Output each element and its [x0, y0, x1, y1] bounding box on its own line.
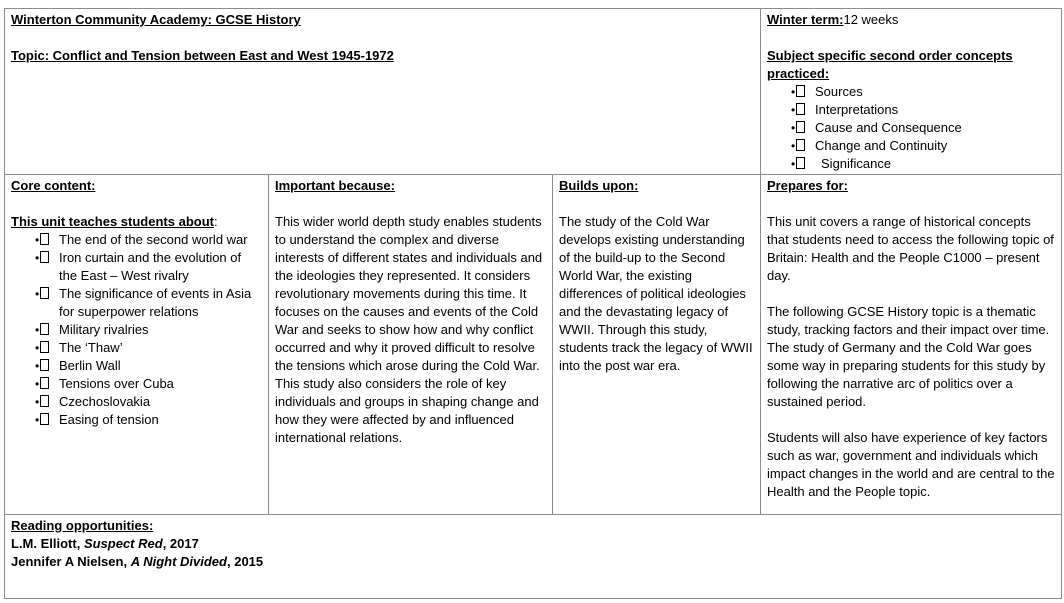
bullet-icon: •: [791, 137, 805, 155]
term-label: Winter term:: [767, 12, 844, 27]
list-item: • Sources: [791, 84, 863, 99]
term-line: [767, 11, 1055, 29]
list-item: • Iron curtain and the evolution of the East – West rivalry: [35, 250, 242, 283]
bullet-icon: •: [35, 375, 49, 393]
list-item: • Easing of tension: [35, 412, 159, 427]
core-subheading-line: This unit teaches students about:: [11, 214, 218, 229]
prepares-paragraph-3: Students will also have experience of key factors such as war, government and individuals which impact changes in the world and are central to the Health and the People topic.: [767, 430, 1055, 499]
prepares-paragraph-2: The following GCSE History topic is a thematic study, tracking factors and their impact over time. The study of Germany and the Cold War goes some way in preparing students for this study by following the narrative arc of politics over a sustained period.: [767, 304, 1050, 409]
prepares-heading: Prepares for:: [767, 178, 848, 193]
bullet-icon: •: [35, 249, 49, 267]
core-list: [11, 231, 262, 429]
list-item: • Berlin Wall: [35, 358, 121, 373]
bullet-icon: •: [35, 357, 49, 375]
core-subheading: This unit teaches students about: [11, 214, 214, 229]
bullet-icon: •: [35, 411, 49, 429]
reading-heading: Reading opportunities:: [11, 518, 154, 533]
builds-text: The study of the Cold War develops existing understanding of the build-up to the Second World War, the existing differences of political ideologies and the devastating legacy of WWII. Through this study, students track the legacy of WWII into the post war era.: [559, 214, 753, 373]
builds-heading: Builds upon:: [559, 178, 639, 193]
important-because-cell: [269, 175, 553, 515]
concepts-heading: Subject specific second order concepts practiced:: [767, 48, 1013, 81]
topic-title: Topic: Conflict and Tension between East and West 1945-1972: [11, 48, 394, 63]
list-item: • Cause and Consequence: [791, 120, 962, 135]
bullet-icon: •: [791, 101, 805, 119]
list-item: • The ‘Thaw’: [35, 340, 123, 355]
builds-upon-cell: [553, 175, 761, 515]
core-heading: Core content:: [11, 178, 96, 193]
term-cell: [761, 9, 1062, 175]
list-item: • The end of the second world war: [35, 232, 248, 247]
bullet-icon: •: [35, 339, 49, 357]
reading-book-1: L.M. Elliott, Suspect Red, 2017: [11, 536, 199, 551]
book-title: Suspect Red: [83, 536, 163, 551]
concepts-list: [767, 83, 1055, 173]
bullet-icon: •: [791, 119, 805, 137]
important-text: This wider world depth study enables students to understand the complex and diverse interests of different states and individuals and the ideologies they represented. It considers revolutionary movements during this time. It focuses on the causes and events of the Cold War and seeks to show how and why conflict occurred and why it proved difficult to resolve the tensions which arose during the Cold War. This study also considers the role of key individuals and groups in shaping change and how they were affected by and influenced international relations.: [275, 214, 543, 445]
prepares-paragraph-1: This unit covers a range of historical concepts that students need to access the following topic of Britain: Health and the People C1000 – present day.: [767, 214, 1054, 283]
list-item: • The significance of events in Asia for superpower relations: [35, 286, 252, 319]
reading-row: [5, 515, 1062, 599]
bullet-icon: •: [35, 231, 49, 249]
term-value: 12 weeks: [843, 12, 899, 27]
header-row: [5, 9, 1062, 175]
list-item: • Change and Continuity: [791, 138, 948, 153]
reading-cell: [5, 515, 1062, 599]
curriculum-table: [4, 8, 1062, 599]
bullet-icon: •: [791, 155, 805, 173]
bullet-icon: •: [791, 83, 805, 101]
bullet-icon: •: [35, 393, 49, 411]
header-cell: [5, 9, 761, 175]
bullet-icon: •: [35, 285, 49, 303]
book-title: A Night Divided: [130, 554, 227, 569]
core-content-cell: [5, 175, 269, 515]
reading-book-2: Jennifer A Nielsen, A Night Divided, 2015: [11, 554, 264, 569]
prepares-for-cell: [761, 175, 1062, 515]
bullet-icon: •: [35, 321, 49, 339]
school-course-title: Winterton Community Academy: GCSE History: [11, 12, 301, 27]
list-item: • Tensions over Cuba: [35, 376, 174, 391]
list-item: • Significance: [791, 156, 892, 171]
list-item: • Military rivalries: [35, 322, 149, 337]
list-item: • Czechoslovakia: [35, 394, 151, 409]
list-item: • Interpretations: [791, 102, 899, 117]
important-heading: Important because:: [275, 178, 395, 193]
content-row: [5, 175, 1062, 515]
